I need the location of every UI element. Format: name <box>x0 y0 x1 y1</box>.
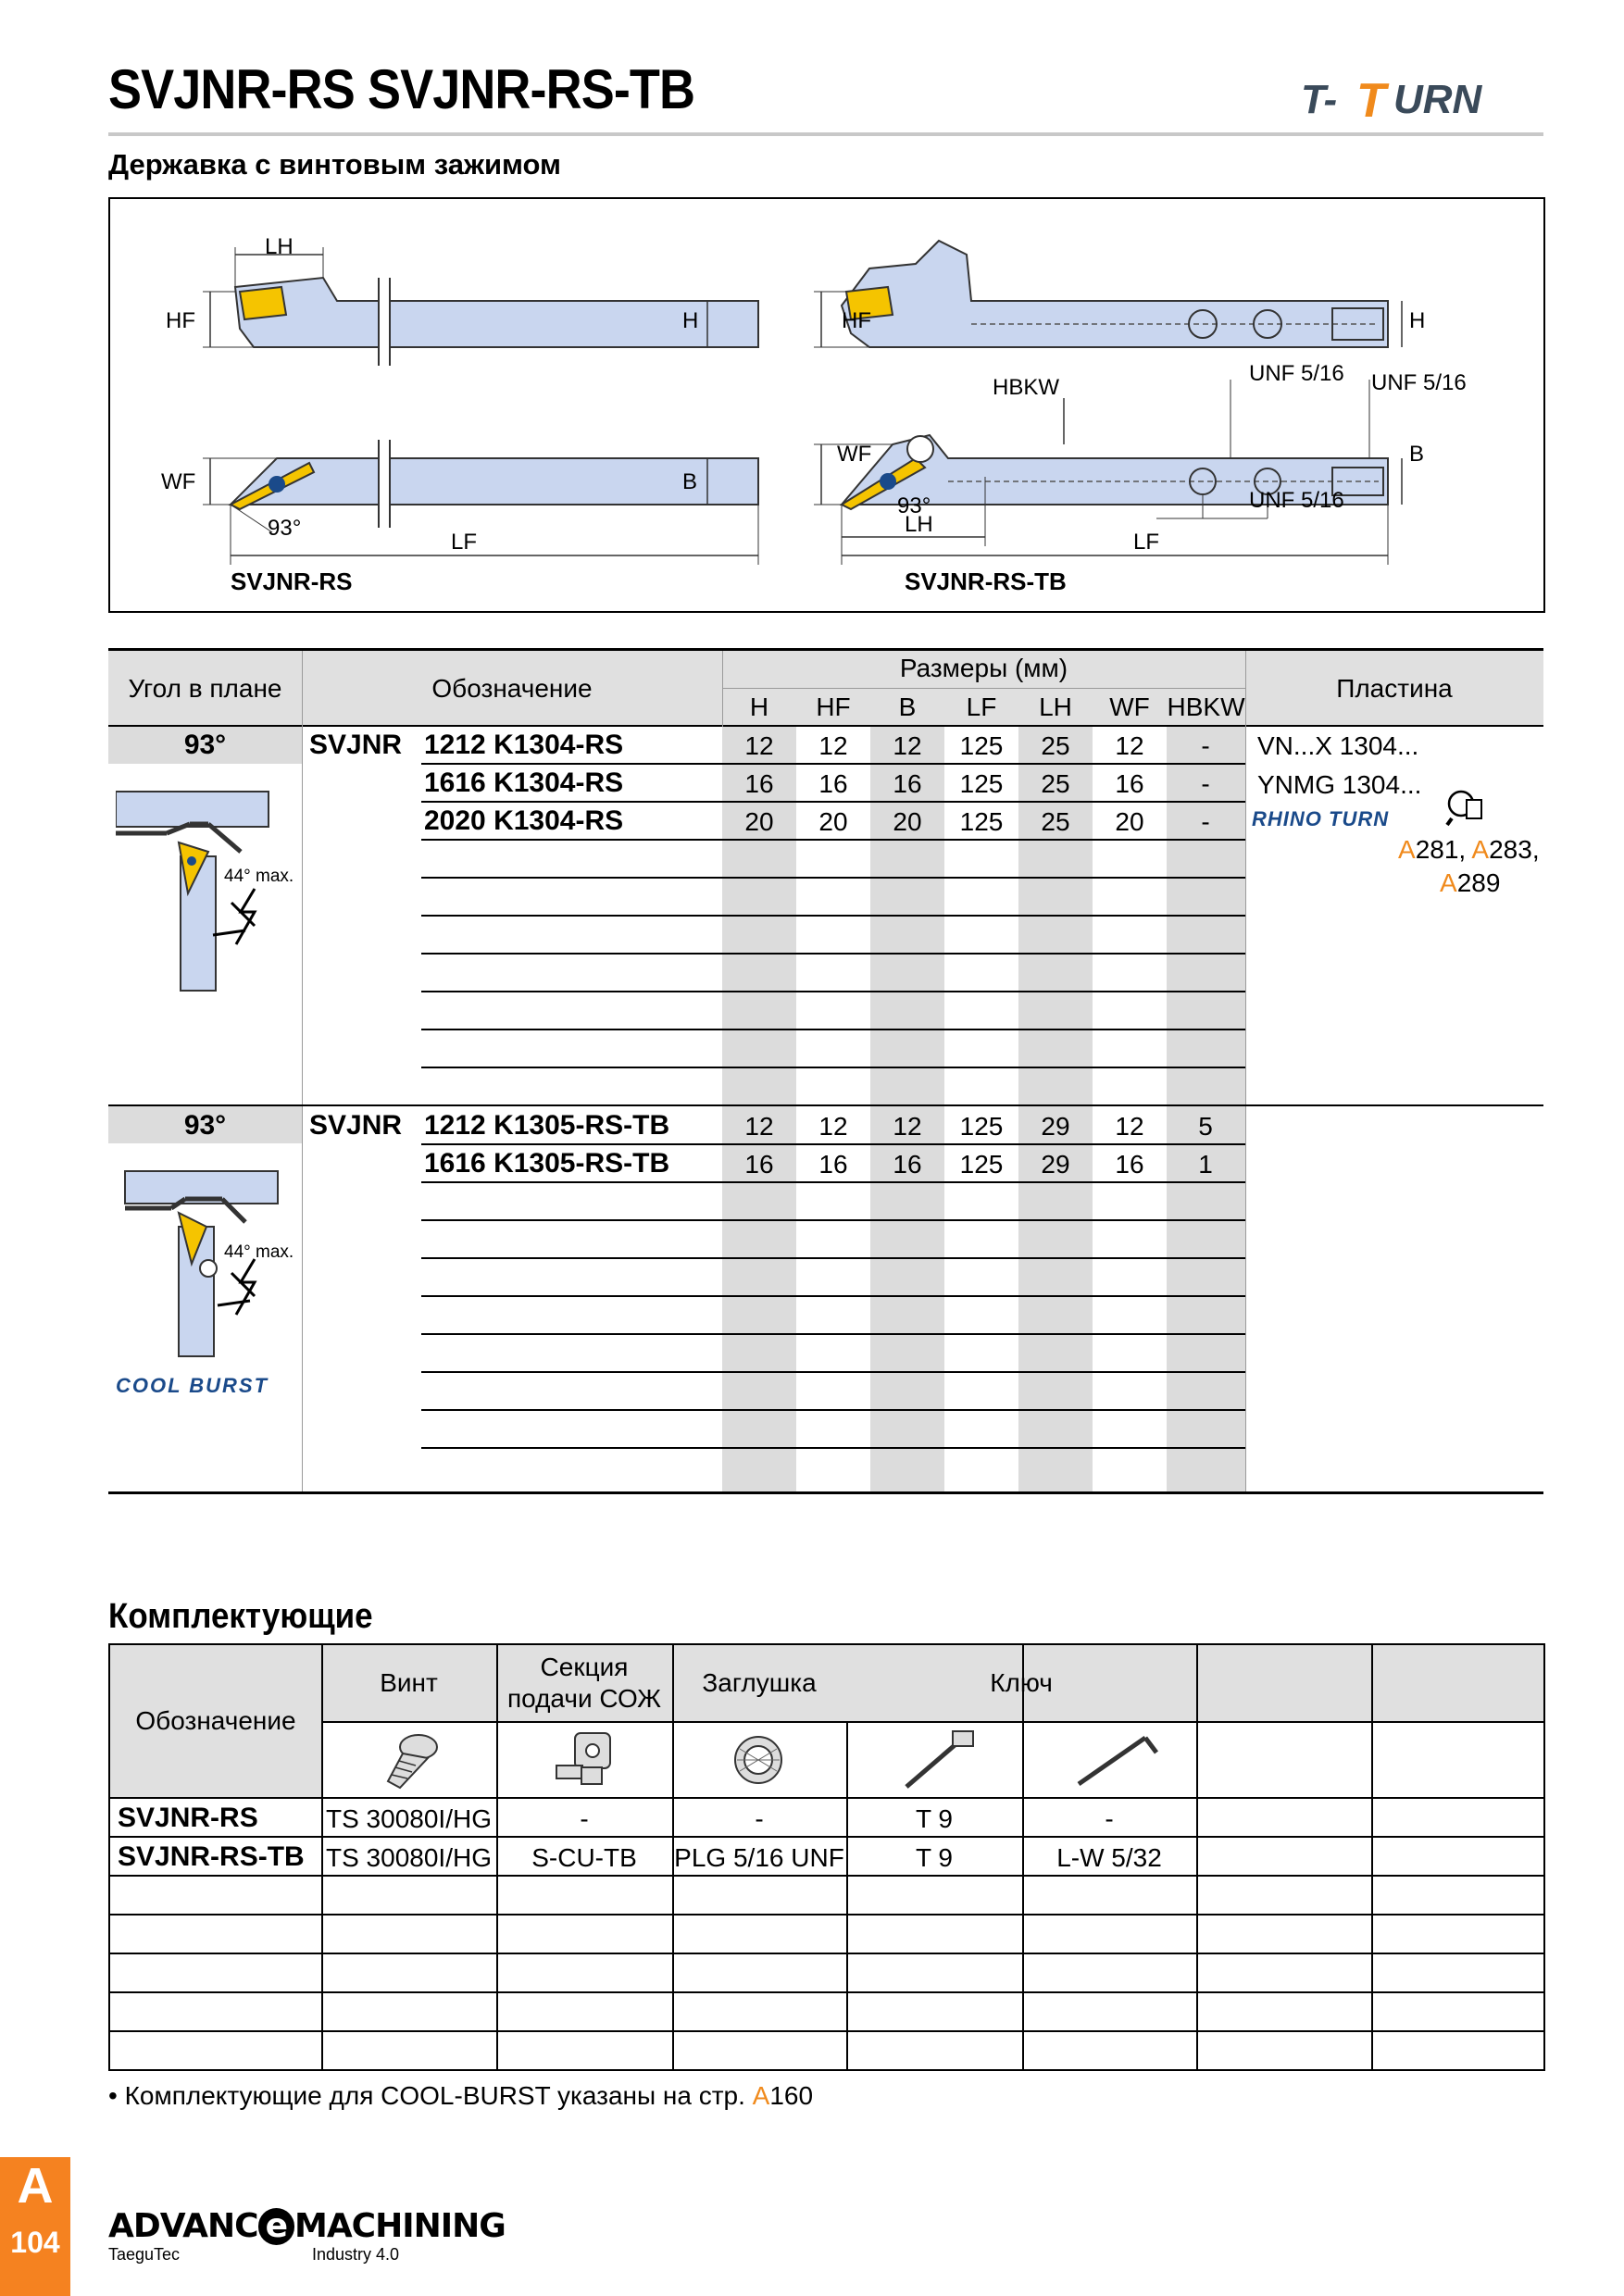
group2-row1-code: 1212 K1305-RS-TB <box>424 1110 670 1141</box>
g1r3-lf: 125 <box>959 807 1004 836</box>
g2r2-lf: 125 <box>959 1150 1004 1179</box>
label-wf-right: WF <box>837 442 872 467</box>
acc-row2-name: SVJNR-RS-TB <box>118 1841 305 1872</box>
accessories-table <box>108 1643 1545 2071</box>
g2-rule-5 <box>421 1295 1245 1297</box>
rhino-turn-logo: RHINO TURN <box>1252 807 1390 830</box>
acc-hline-1 <box>110 1797 1543 1799</box>
g2-rule-3 <box>421 1219 1245 1221</box>
g2r1-wf: 12 <box>1115 1112 1144 1141</box>
acc-th-key: Ключ <box>990 1668 1053 1697</box>
g1-rule-2 <box>421 801 1245 803</box>
page-number: 104 <box>10 2226 60 2259</box>
acc-row2-screw: TS 30080I/HG <box>326 1843 492 1872</box>
table-top-rule <box>108 648 1543 651</box>
g1r1-lh: 25 <box>1041 731 1070 760</box>
th-h: H <box>749 693 769 721</box>
g1r2-wf: 16 <box>1115 769 1144 798</box>
table-header-rule <box>108 725 1543 727</box>
insert-line-2: YNMG 1304... <box>1257 770 1422 799</box>
logo-taegutec: TaeguTec <box>108 2245 181 2264</box>
group2-icon-label: 44° max. <box>224 1242 294 1262</box>
g2-rule-6 <box>421 1333 1245 1335</box>
group1-angle: 93° <box>183 730 227 760</box>
acc-th-screw: Винт <box>380 1668 438 1697</box>
acc-row1-name: SVJNR-RS <box>118 1803 258 1833</box>
g1r1-b: 12 <box>893 731 922 760</box>
svjnr-rs-side-view <box>203 247 758 366</box>
acc-th-plug: Заглушка <box>702 1668 817 1697</box>
label-h-right: H <box>1409 308 1426 333</box>
section-letter: A <box>17 2158 54 2214</box>
svjnr-rs-tb-side-view <box>814 241 1402 347</box>
svg-text:T: T <box>1356 74 1386 125</box>
torx-key-icon <box>897 1727 981 1793</box>
label-unf-1: UNF 5/16 <box>1249 361 1344 386</box>
logo-industry: Industry 4.0 <box>312 2245 400 2264</box>
label-hf-left: HF <box>166 308 195 333</box>
g1r1-hbkw: - <box>1201 731 1210 760</box>
g2-rule-4 <box>421 1257 1245 1259</box>
g1r3-hf: 20 <box>818 807 848 836</box>
acc-vline-4 <box>846 1721 848 2069</box>
group2-angle: 93° <box>183 1110 227 1141</box>
plug-icon <box>726 1730 791 1791</box>
acc-hline-3 <box>110 1875 1543 1877</box>
g1r3-h: 20 <box>744 807 774 836</box>
page-subtitle: Державка с винтовым зажимом <box>108 148 561 181</box>
g2r2-b: 16 <box>893 1150 922 1179</box>
note-page-ref-number[interactable]: 160 <box>769 2081 814 2110</box>
g2r1-lh: 29 <box>1041 1112 1070 1141</box>
g1-rule-9 <box>421 1067 1245 1068</box>
g1-rule-6 <box>421 953 1245 955</box>
acc-th-coolant-1: Секция <box>540 1653 629 1681</box>
g1r2-hf: 16 <box>818 769 848 798</box>
acc-row2-coolant: S-CU-TB <box>531 1843 637 1872</box>
g2r2-wf: 16 <box>1115 1150 1144 1179</box>
group1-row2-code: 1616 K1304-RS <box>424 767 624 798</box>
g2-rule-9 <box>421 1447 1245 1449</box>
acc-th-designation: Обозначение <box>135 1706 296 1735</box>
caption-svjnr-rs: SVJNR-RS <box>231 568 353 595</box>
g1r3-hbkw: - <box>1201 807 1210 836</box>
col-sep-3 <box>1245 651 1246 1493</box>
acc-row1-key2: - <box>1105 1804 1114 1833</box>
acc-row2-key2: L-W 5/32 <box>1056 1843 1162 1872</box>
g1r1-wf: 12 <box>1115 731 1144 760</box>
title-rule <box>108 132 1543 136</box>
g1r3-b: 20 <box>893 807 922 836</box>
magnifier-icon[interactable] <box>1444 787 1485 828</box>
dims-subheader-rule <box>722 688 1245 689</box>
svg-text:URN: URN <box>1393 77 1482 122</box>
acc-hline-4 <box>110 1914 1543 1915</box>
acc-th-coolant-2: подачи СОЖ <box>506 1684 662 1713</box>
cool-burst-logo: COOL BURST <box>116 1374 269 1397</box>
advance-machining-logo: ADVANC e MACHINING TaeguTec Industry 4.0 <box>108 2207 506 2264</box>
th-wf: WF <box>1109 693 1150 721</box>
g2r2-lh: 29 <box>1041 1150 1070 1179</box>
g2-rule-7 <box>421 1371 1245 1373</box>
label-lh-left: LH <box>265 234 294 259</box>
group2-prefix: SVJNR <box>309 1110 403 1141</box>
g2-rule-2 <box>421 1181 1245 1183</box>
th-insert: Пластина <box>1336 674 1453 703</box>
section-tab <box>0 2157 70 2296</box>
insert-refs-2[interactable]: A289 <box>1440 868 1501 897</box>
g1r2-lf: 125 <box>959 769 1004 798</box>
g1r1-hf: 12 <box>818 731 848 760</box>
th-lh: LH <box>1039 693 1072 721</box>
label-hbkw: HBKW <box>993 375 1059 400</box>
group1-tool-icon <box>116 787 292 995</box>
group1-prefix: SVJNR <box>309 730 403 760</box>
screw-icon <box>377 1730 442 1791</box>
th-designation: Обозначение <box>431 674 593 703</box>
th-hf: HF <box>816 693 851 721</box>
shade-col-lh <box>1018 727 1093 1493</box>
drawing-svg <box>110 199 1543 611</box>
svjnr-rs-tb-top-view <box>814 380 1402 565</box>
g1-rule-8 <box>421 1029 1245 1030</box>
g2r1-lf: 125 <box>959 1112 1004 1141</box>
label-b-right: B <box>1409 442 1425 467</box>
th-hbkw: HBKW <box>1167 693 1245 721</box>
g1-rule-1 <box>421 763 1245 765</box>
g2r1-hf: 12 <box>818 1112 848 1141</box>
g2r2-hbkw: 1 <box>1198 1150 1213 1179</box>
label-h-left: H <box>682 308 699 333</box>
svjnr-rs-top-view <box>203 440 758 565</box>
g2r2-h: 16 <box>744 1150 774 1179</box>
label-angle-right: 93° <box>897 493 931 518</box>
svg-text:T-: T- <box>1301 77 1338 122</box>
group2-row2-code: 1616 K1305-RS-TB <box>424 1148 670 1179</box>
group1-row3-code: 2020 K1304-RS <box>424 805 624 836</box>
g2-rule-1 <box>421 1143 1245 1145</box>
g1-rule-5 <box>421 915 1245 917</box>
acc-hline-5 <box>110 1953 1543 1954</box>
coolant-section-icon <box>552 1728 617 1791</box>
acc-row1-key1: T 9 <box>916 1804 953 1833</box>
acc-hline-2 <box>110 1836 1543 1838</box>
g1r2-h: 16 <box>744 769 774 798</box>
col-sep-1 <box>302 651 303 1493</box>
label-wf-left: WF <box>161 469 196 494</box>
g2r1-h: 12 <box>744 1112 774 1141</box>
label-lf-left: LF <box>451 530 478 555</box>
label-unf-3: UNF 5/16 <box>1249 488 1344 513</box>
insert-line-1: VN...X 1304... <box>1257 731 1419 760</box>
t-turn-logo <box>1292 74 1546 125</box>
th-lf: LF <box>966 693 997 721</box>
acc-vline-7 <box>1371 1645 1373 2069</box>
table-bottom-rule <box>108 1491 1543 1494</box>
accessories-title: Комплектующие <box>108 1597 373 1636</box>
acc-vline-6 <box>1196 1645 1198 2069</box>
shade-col-b <box>870 727 944 1493</box>
page-title: SVJNR-RS SVJNR-RS-TB <box>108 58 695 120</box>
th-dims: Размеры (мм) <box>899 654 1068 682</box>
accessories-note: • Комплектующие для COOL-BURST указаны на стр. A160 <box>108 2081 814 2110</box>
g1r2-b: 16 <box>893 769 922 798</box>
label-lh-right: LH <box>905 512 933 537</box>
g2r2-hf: 16 <box>818 1150 848 1179</box>
g1r1-h: 12 <box>744 731 774 760</box>
g1r2-lh: 25 <box>1041 769 1070 798</box>
label-b-left: B <box>682 469 698 494</box>
g2-rule-8 <box>421 1409 1245 1411</box>
g1r2-hbkw: - <box>1201 769 1210 798</box>
acc-hline-7 <box>110 2030 1543 2032</box>
acc-row2-key1: T 9 <box>916 1843 953 1872</box>
g1r1-lf: 125 <box>959 731 1004 760</box>
g1-rule-4 <box>421 877 1245 879</box>
label-lf-right: LF <box>1133 530 1160 555</box>
acc-hline-6 <box>110 1991 1543 1993</box>
acc-row1-screw: TS 30080I/HG <box>326 1804 492 1833</box>
insert-refs-1[interactable]: A281, A283, <box>1398 835 1540 864</box>
shade-col-h <box>722 727 796 1493</box>
group1-row1-code: 1212 K1304-RS <box>424 730 624 760</box>
note-page-ref-letter[interactable]: A <box>752 2081 770 2110</box>
shade-col-hbkw <box>1167 727 1245 1493</box>
group2-tool-icon <box>116 1162 292 1366</box>
label-unf-2: UNF 5/16 <box>1371 370 1467 395</box>
label-angle-left: 93° <box>268 516 302 541</box>
label-hf-right: HF <box>842 308 871 333</box>
caption-svjnr-rs-tb: SVJNR-RS-TB <box>905 568 1067 595</box>
group-separator <box>108 1104 1543 1106</box>
g2r1-b: 12 <box>893 1112 922 1141</box>
g1-rule-7 <box>421 991 1245 992</box>
g2r1-hbkw: 5 <box>1198 1112 1213 1141</box>
technical-drawing <box>108 197 1545 613</box>
acc-hline-0 <box>321 1721 1543 1723</box>
g1r3-wf: 20 <box>1115 807 1144 836</box>
group1-icon-label: 44° max. <box>224 867 294 886</box>
acc-row1-plug: - <box>755 1804 764 1833</box>
acc-row1-coolant: - <box>580 1804 589 1833</box>
th-angle: Угол в плане <box>128 674 282 703</box>
g1-rule-3 <box>421 839 1245 841</box>
hex-key-icon <box>1071 1727 1164 1793</box>
acc-row2-plug: PLG 5/16 UNF <box>674 1843 844 1872</box>
g1r3-lh: 25 <box>1041 807 1070 836</box>
th-b: B <box>898 693 917 721</box>
logo-e-badge: e <box>258 2208 294 2245</box>
